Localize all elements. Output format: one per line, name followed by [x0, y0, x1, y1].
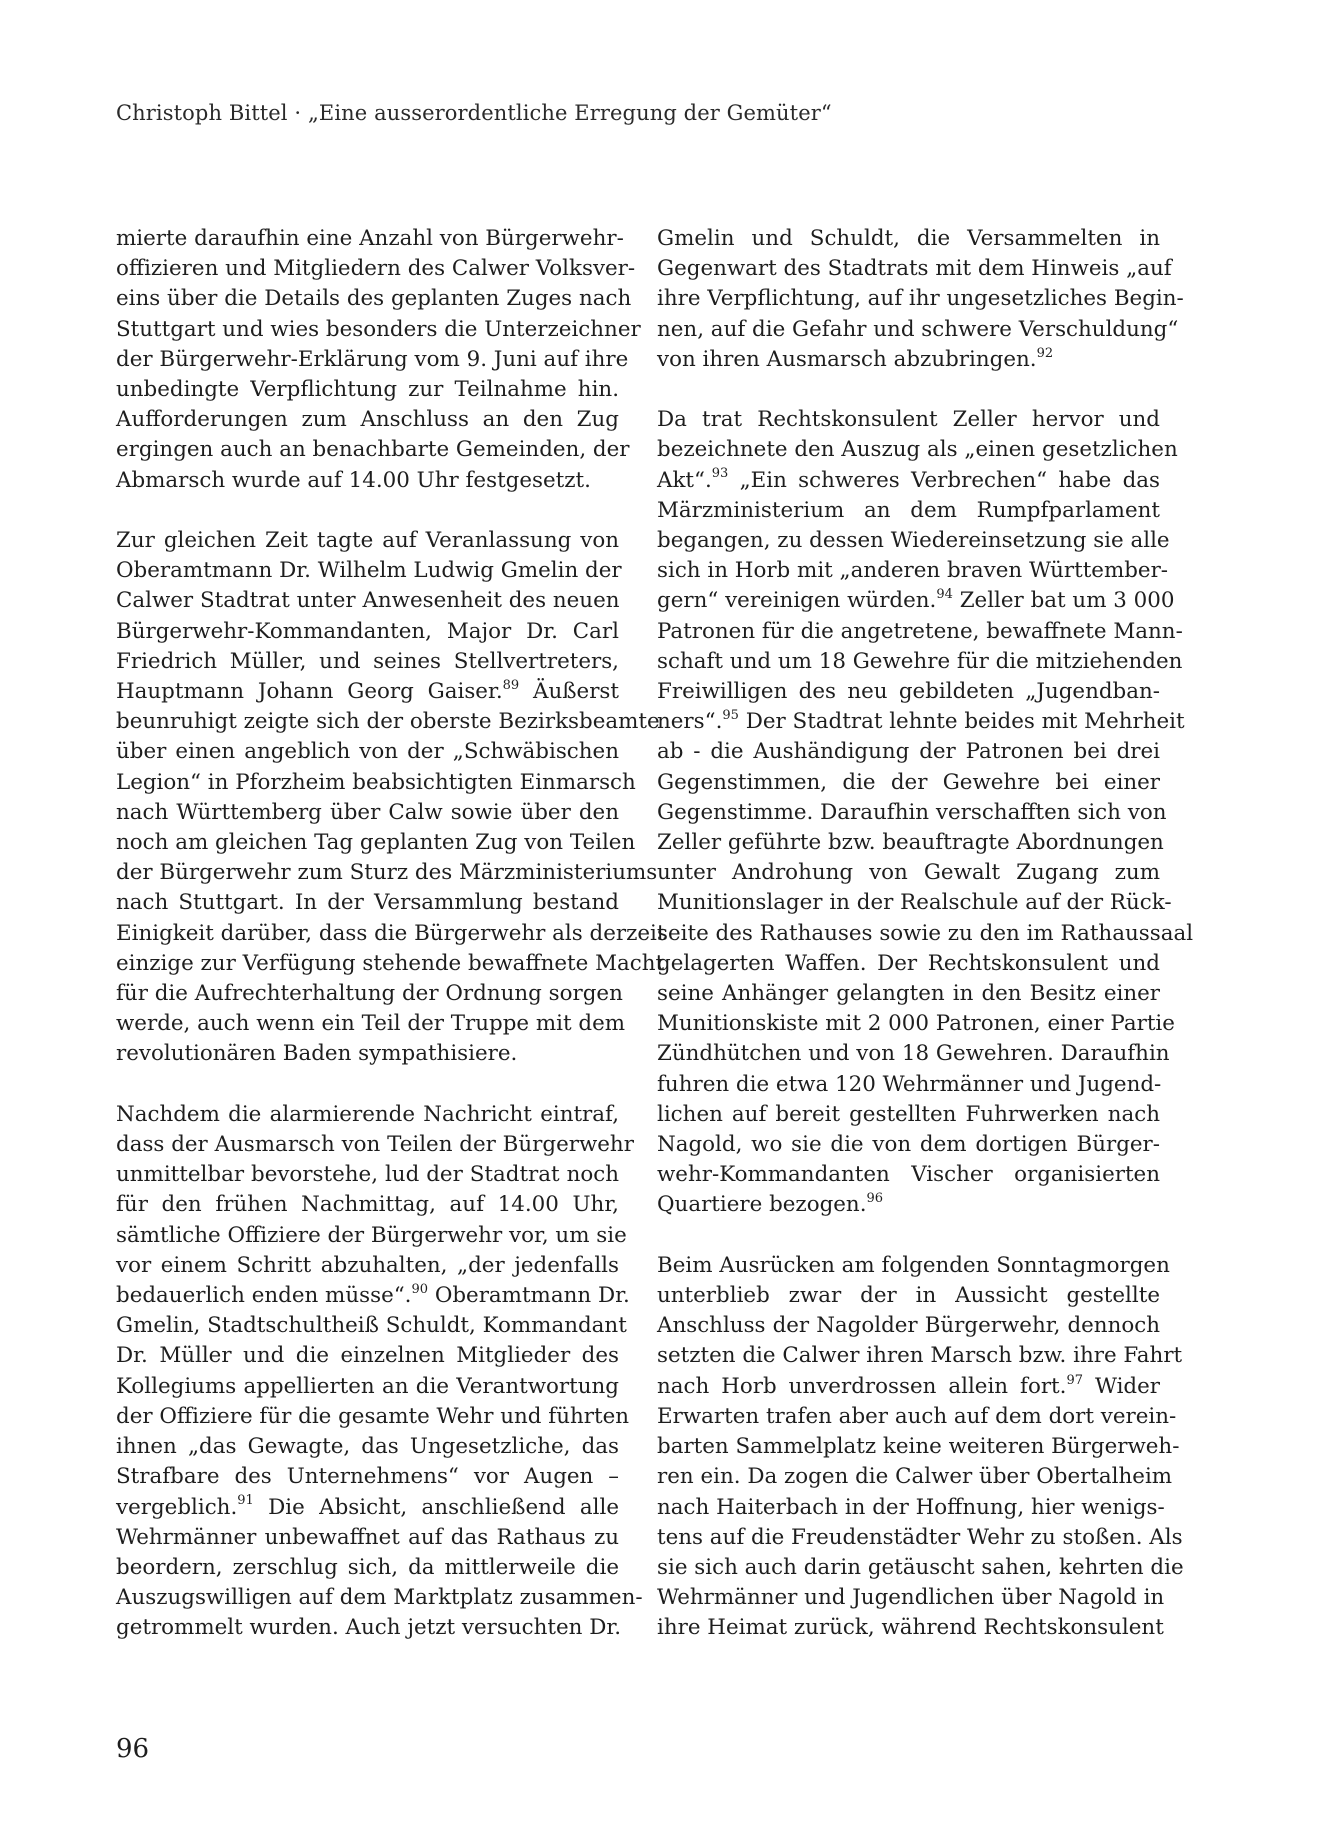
- line-text: setzten die Calwer ihren Marsch bzw. ihre Fahrt: [657, 1343, 1183, 1369]
- text-line: [116, 919, 666, 949]
- text-line: [116, 405, 619, 435]
- text-line: [657, 1130, 1160, 1160]
- text-line: [657, 1311, 1160, 1341]
- page-number: 96: [116, 1734, 150, 1764]
- text-line: [657, 526, 1170, 556]
- line-text: beordern, zerschlug sich, da mittlerweile die: [116, 1554, 619, 1580]
- footnote-marker[interactable]: 96: [866, 1191, 884, 1207]
- running-head: Christoph Bittel · „Eine ausserordentliche Erregung der Gemüter“: [116, 101, 832, 125]
- footnote-marker[interactable]: 91: [237, 1493, 254, 1509]
- line-text: Anschluss der Nagolder Bürgerwehr, dennoch: [657, 1313, 1160, 1339]
- line-text: Kollegiums appellierten an die Verantwortung: [116, 1373, 619, 1399]
- text-line: [116, 1221, 627, 1251]
- text-line: [657, 798, 1167, 828]
- line-text: Beim Ausrücken am folgenden Sonntagmorgen: [657, 1252, 1170, 1278]
- text-line: [657, 858, 1160, 888]
- line-text: Freiwilligen des neu gebildeten „Jugendban-: [657, 679, 1160, 705]
- line-text: Legion“ in Pforzheim beabsichtigten Einmarsch: [116, 769, 636, 795]
- text-line: [657, 1341, 1183, 1371]
- text-line: [657, 1402, 1177, 1432]
- line-text: Gmelin, Stadtschultheiß Schuldt, Kommandant: [116, 1313, 627, 1339]
- line-text: getrommelt wurden. Auch jetzt versuchten Dr.: [116, 1615, 622, 1641]
- line-text: werde, auch wenn ein Teil der Truppe mit dem: [116, 1011, 626, 1037]
- line-text: Gmelin und Schuldt, die Versammelten in: [657, 226, 1160, 251]
- text-column-right: [657, 224, 1194, 1644]
- line-text: Patronen für die angetretene, bewaffnete Mann-: [657, 618, 1183, 644]
- line-text: Bürgerwehr-Kommandanten, Major Dr. Carl: [116, 618, 619, 644]
- line-text: sich in Horb mit „anderen braven Württember-: [657, 558, 1169, 584]
- line-text: nach Württemberg über Calw sowie über den: [116, 799, 619, 825]
- line-text: Dr. Müller und die einzelnen Mitglieder des: [116, 1343, 619, 1369]
- line-text: beunruhigt zeigte sich der oberste Bezirksbeamte: [116, 709, 660, 735]
- line-text: Gegenwart des Stadtrats mit dem Hinweis „auf: [657, 256, 1172, 282]
- text-line: [116, 1281, 630, 1311]
- paragraph: [657, 405, 1194, 1220]
- line-text: schaft und um 18 Gewehre für die mitziehenden: [657, 648, 1183, 674]
- line-text-after-footnote: Oberamtmann Dr.: [428, 1283, 630, 1309]
- line-text: Calwer Stadtrat unter Anwesenheit des neuen: [116, 588, 620, 614]
- text-line: [116, 979, 623, 1009]
- line-text: Nachdem die alarmierende Nachricht eintraf,: [116, 1101, 619, 1127]
- line-text: Einigkeit darüber, dass die Bürgerwehr als derzeit: [116, 920, 666, 946]
- line-text: Friedrich Müller, und seines Stellvertreters,: [116, 648, 619, 674]
- text-line: [657, 1613, 1164, 1643]
- line-text-after-footnote: Äußerst: [519, 679, 619, 705]
- line-text: tens auf die Freudenstädter Wehr zu stoßen. Als: [657, 1524, 1183, 1550]
- line-text: ihnen „das Gewagte, das Ungesetzliche, das: [116, 1434, 619, 1460]
- text-line: [116, 526, 619, 556]
- line-text: Nagold, wo sie die von dem dortigen Bürger-: [657, 1132, 1160, 1158]
- line-text: nach Haiterbach in der Hoffnung, hier wenigs-: [657, 1494, 1165, 1520]
- line-text: Zeller geführte bzw. beauftragte Abordnungen: [657, 830, 1164, 856]
- text-line: [657, 405, 1160, 435]
- paragraph: [657, 224, 1184, 375]
- line-text: vergeblich.: [116, 1494, 238, 1520]
- paragraph: [116, 526, 666, 1070]
- text-line: [116, 677, 619, 707]
- line-text: Gegenstimmen, die der Gewehre bei einer: [657, 769, 1160, 795]
- text-line: [657, 1432, 1180, 1462]
- text-line: [657, 1070, 1160, 1100]
- text-line: [657, 949, 1160, 979]
- line-text: Stuttgart und wies besonders die Unterzeichner: [116, 316, 641, 342]
- text-line: [657, 315, 1179, 345]
- text-line: [116, 375, 619, 405]
- text-line: [116, 1311, 627, 1341]
- text-line: [116, 224, 624, 254]
- text-line: [116, 1100, 619, 1130]
- text-line: [116, 1341, 619, 1371]
- text-line: [657, 707, 1185, 737]
- line-text: lichen auf bereit gestellten Fuhrwerken nach: [657, 1101, 1160, 1127]
- line-text: Da trat Rechtskonsulent Zeller hervor und: [657, 407, 1160, 433]
- text-line: [116, 768, 636, 798]
- line-text: über einen angeblich von der „Schwäbischen: [116, 739, 619, 765]
- text-line: [116, 798, 619, 828]
- text-line: [657, 556, 1169, 586]
- footnote-marker[interactable]: 90: [411, 1281, 429, 1297]
- line-text: Erwarten trafen aber auch auf dem dort verein-: [657, 1403, 1177, 1429]
- line-text: ab - die Aushändigung der Patronen bei drei: [657, 739, 1160, 765]
- footnote-marker[interactable]: 89: [502, 677, 520, 693]
- line-text-after-footnote: Wider: [1083, 1373, 1160, 1399]
- text-line: [657, 345, 1160, 375]
- text-line: [116, 1493, 619, 1523]
- footnote-marker[interactable]: 92: [1036, 345, 1054, 361]
- paragraph: [116, 1100, 643, 1644]
- footnote-marker[interactable]: 94: [936, 587, 953, 603]
- text-line: [657, 1493, 1165, 1523]
- text-line: [116, 556, 622, 586]
- line-text: sie sich auch darin getäuscht sahen, kehrten die: [657, 1554, 1184, 1580]
- footnote-marker[interactable]: 95: [722, 708, 739, 724]
- text-line: [116, 647, 619, 677]
- line-text: Akt“.: [657, 467, 712, 493]
- line-text: der Offiziere für die gesamte Wehr und führten: [116, 1403, 630, 1429]
- line-text: ihre Heimat zurück, während Rechtskonsulent: [657, 1615, 1164, 1641]
- line-text: Munitionskiste mit 2 000 Patronen, einer Partie: [657, 1011, 1175, 1037]
- line-text: der Bürgerwehr-Erklärung vom 9. Juni auf ihre: [116, 346, 629, 372]
- text-line: [116, 707, 660, 737]
- line-text: ergingen auch an benachbarte Gemeinden, der: [116, 437, 630, 463]
- text-line: [657, 1462, 1173, 1492]
- text-line: [116, 284, 632, 314]
- line-text: mierte daraufhin eine Anzahl von Bürgerwehr-: [116, 226, 624, 251]
- text-line: [657, 617, 1183, 647]
- text-line: [657, 737, 1160, 767]
- text-column-left: [116, 224, 666, 1644]
- line-text: unmittelbar bevorstehe, lud der Stadtrat noch: [116, 1162, 619, 1188]
- line-text: Strafbare des Unternehmens“ vor Augen –: [116, 1464, 619, 1490]
- line-text: Abmarsch wurde auf 14.00 Uhr festgesetzt.: [116, 467, 591, 493]
- text-line: [116, 1251, 619, 1281]
- text-line: [116, 1462, 619, 1492]
- text-line: [116, 1613, 622, 1643]
- text-line: [116, 1523, 619, 1553]
- line-text: seite des Rathauses sowie zu den im Rathaussaal: [657, 920, 1194, 946]
- line-text: eins über die Details des geplanten Zuges nach: [116, 286, 632, 312]
- text-line: [657, 1523, 1183, 1553]
- line-text: Aufforderungen zum Anschluss an den Zug: [116, 407, 619, 433]
- line-text: gern“ vereinigen würden.: [657, 588, 937, 614]
- text-line: [657, 1160, 1160, 1190]
- line-text: Munitionslager in der Realschule auf der Rück-: [657, 890, 1172, 916]
- text-line: [116, 345, 629, 375]
- line-text: unter Androhung von Gewalt Zugang zum: [657, 860, 1160, 886]
- line-text: für den frühen Nachmittag, auf 14.00 Uhr,: [116, 1192, 619, 1218]
- line-text: von ihren Ausmarsch abzubringen.: [657, 346, 1037, 372]
- line-text-after-footnote: „Ein schweres Verbrechen“ habe das: [728, 467, 1160, 493]
- text-line: [657, 768, 1160, 798]
- text-line: [116, 1009, 626, 1039]
- text-line: [657, 224, 1160, 254]
- text-line: [657, 888, 1172, 918]
- line-text: offizieren und Mitgliedern des Calwer Volksver-: [116, 256, 636, 282]
- line-text: revolutionären Baden sympathisiere.: [116, 1041, 518, 1067]
- line-text: der Bürgerwehr zum Sturz des Märzministeriums: [116, 860, 658, 886]
- text-line: [116, 435, 630, 465]
- text-line: [657, 677, 1160, 707]
- line-text-after-footnote: Der Stadtrat lehnte beides mit Mehrheit: [738, 709, 1185, 735]
- line-text: Oberamtmann Dr. Wilhelm Ludwig Gmelin der: [116, 558, 622, 584]
- text-line: [657, 1583, 1165, 1613]
- line-text: Wehrmänner und Jugendlichen über Nagold in: [657, 1585, 1165, 1611]
- text-line: [657, 586, 1175, 616]
- text-line: [657, 1190, 1160, 1220]
- line-text: vor einem Schritt abzuhalten, „der jedenfalls: [116, 1252, 619, 1278]
- text-line: [657, 284, 1184, 314]
- text-line: [657, 496, 1160, 526]
- text-line: [116, 1160, 619, 1190]
- text-line: [116, 466, 619, 496]
- line-text: bedauerlich enden müsse“.: [116, 1283, 412, 1309]
- text-line: [116, 1372, 619, 1402]
- line-text: bezeichnete den Auszug als „einen gesetzlichen: [657, 437, 1178, 463]
- line-text: nach Horb unverdrossen allein fort.: [657, 1373, 1067, 1399]
- text-line: [116, 1432, 619, 1462]
- line-text: unbedingte Verpflichtung zur Teilnahme hin.: [116, 377, 619, 403]
- text-line: [116, 949, 665, 979]
- line-text: für die Aufrechterhaltung der Ordnung sorgen: [116, 981, 623, 1007]
- line-text: ihre Verpflichtung, auf ihr ungesetzliches Begin-: [657, 286, 1184, 312]
- text-line: [657, 466, 1160, 496]
- line-text: Auszugswilligen auf dem Marktplatz zusammen-: [116, 1585, 643, 1611]
- line-text: ners“.: [657, 709, 723, 735]
- text-line: [657, 1100, 1160, 1130]
- line-text: nen, auf die Gefahr und schwere Verschuldung“: [657, 316, 1179, 342]
- line-text: unterblieb zwar der in Aussicht gestellte: [657, 1283, 1160, 1309]
- text-line: [116, 315, 641, 345]
- line-text: dass der Ausmarsch von Teilen der Bürgerwehr: [116, 1132, 634, 1158]
- line-text: noch am gleichen Tag geplanten Zug von Teilen: [116, 830, 636, 856]
- line-text: Zündhütchen und von 18 Gewehren. Daraufhin: [657, 1041, 1170, 1067]
- text-line: [116, 1130, 634, 1160]
- text-line: [116, 1039, 619, 1069]
- text-line: [116, 828, 636, 858]
- footnote-marker[interactable]: 97: [1066, 1372, 1083, 1388]
- line-text: fuhren die etwa 120 Wehrmänner und Jugend-: [657, 1071, 1162, 1097]
- text-line: [116, 1402, 630, 1432]
- text-line: [657, 1553, 1184, 1583]
- text-line: [657, 1251, 1170, 1281]
- text-line: [657, 1009, 1175, 1039]
- line-text: barten Sammelplatz keine weiteren Bürgerweh-: [657, 1434, 1180, 1460]
- text-line: [657, 828, 1164, 858]
- line-text: Hauptmann Johann Georg Gaiser.: [116, 679, 503, 705]
- line-text: Märzministerium an dem Rumpfparlament: [657, 497, 1160, 523]
- text-line: [116, 1190, 619, 1220]
- line-text: wehr-Kommandanten Vischer organisierten: [657, 1162, 1160, 1188]
- text-line: [116, 1583, 643, 1613]
- text-line: [657, 1281, 1160, 1311]
- text-line: [657, 979, 1160, 1009]
- line-text: Zur gleichen Zeit tagte auf Veranlassung von: [116, 528, 619, 554]
- text-line: [116, 617, 619, 647]
- line-text: ren ein. Da zogen die Calwer über Obertalheim: [657, 1464, 1173, 1490]
- line-text: sämtliche Offiziere der Bürgerwehr vor, um sie: [116, 1222, 627, 1248]
- line-text: Gegenstimme. Daraufhin verschafften sich von: [657, 799, 1167, 825]
- text-line: [116, 254, 636, 284]
- footnote-marker[interactable]: 93: [711, 466, 729, 482]
- text-line: [657, 1372, 1160, 1402]
- line-text-after-footnote: Die Absicht, anschließend alle: [253, 1494, 619, 1520]
- line-text: begangen, zu dessen Wiedereinsetzung sie alle: [657, 528, 1170, 554]
- line-text: Wehrmänner unbewaffnet auf das Rathaus zu: [116, 1524, 619, 1550]
- line-text: seine Anhänger gelangten in den Besitz einer: [657, 981, 1160, 1007]
- line-text-after-footnote: Zeller bat um 3 000: [952, 588, 1175, 614]
- text-line: [116, 888, 619, 918]
- text-line: [116, 858, 658, 888]
- text-line: [116, 1553, 619, 1583]
- line-text: nach Stuttgart. In der Versammlung bestand: [116, 890, 619, 916]
- line-text: Quartiere bezogen.: [657, 1192, 867, 1218]
- text-line: [116, 737, 619, 767]
- text-line: [116, 586, 619, 616]
- text-line: [657, 647, 1183, 677]
- text-line: [657, 1039, 1170, 1069]
- line-text: gelagerten Waffen. Der Rechtskonsulent und: [657, 950, 1160, 976]
- line-text: einzige zur Verfügung stehende bewaffnete Macht: [116, 950, 665, 976]
- text-line: [657, 435, 1178, 465]
- paragraph: [657, 1251, 1184, 1644]
- text-line: [657, 919, 1194, 949]
- paragraph: [116, 224, 641, 496]
- text-line: [657, 254, 1172, 284]
